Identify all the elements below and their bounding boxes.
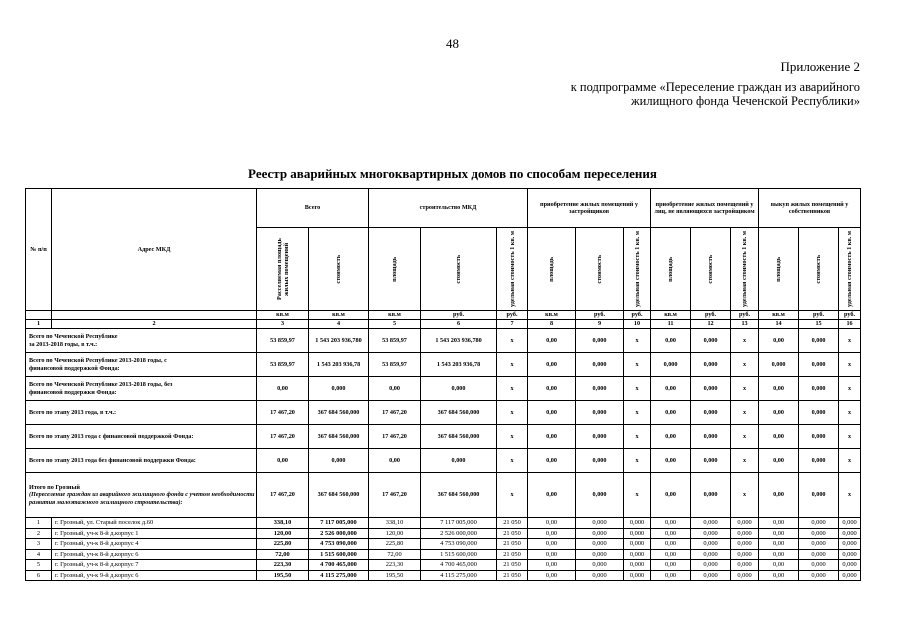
col-number: 13	[731, 320, 759, 329]
row-value-cell: 0,000	[731, 560, 759, 571]
total-value-cell: x	[497, 353, 528, 377]
units-row	[26, 311, 861, 320]
unit-cell: кв.м	[528, 311, 576, 320]
row-value-cell: 1 515 600,000	[421, 549, 497, 560]
total-value-cell: 0,00	[528, 401, 576, 425]
row-value-cell: 0,00	[651, 560, 691, 571]
total-row	[26, 449, 861, 473]
total-value-cell: x	[731, 353, 759, 377]
header-row-groups	[26, 189, 861, 228]
row-value-cell: 4 700 465,000	[309, 560, 369, 571]
total-value-cell: 0,00	[528, 449, 576, 473]
row-value-cell: 0,00	[651, 539, 691, 550]
header-group-construction: строительство МКД	[369, 189, 528, 228]
header-group-buyout: выкуп жилых помещений у собственников	[759, 189, 861, 228]
row-number: 3	[26, 539, 52, 550]
total-value-cell: 0,00	[651, 473, 691, 518]
total-value-cell: 0,000	[691, 449, 731, 473]
total-value-cell: 1 543 203 936,78	[309, 353, 369, 377]
total-value-cell: x	[839, 425, 861, 449]
total-value-cell: 0,000	[691, 473, 731, 518]
row-value-cell: 0,00	[528, 549, 576, 560]
header-sub-area: площадь	[528, 228, 576, 311]
col-number: 11	[651, 320, 691, 329]
table-row	[26, 528, 861, 539]
total-value-cell: x	[624, 473, 651, 518]
row-value-cell: 21 050	[497, 549, 528, 560]
row-value-cell: 0,00	[528, 528, 576, 539]
total-value-cell: 0,000	[691, 425, 731, 449]
appendix-line-2: к подпрограмме «Переселение граждан из аварийного	[570, 80, 860, 94]
row-value-cell: 0,00	[528, 518, 576, 529]
row-value-cell: 0,00	[528, 539, 576, 550]
row-address: г. Грозный, уч-к 8-й д.корпус 4	[52, 539, 257, 550]
total-value-cell: 0,000	[799, 329, 839, 353]
column-number-row	[26, 320, 861, 329]
total-value-cell: x	[839, 353, 861, 377]
total-label-line: Всего по Чеченской Республике	[29, 333, 118, 340]
row-value-cell: 0,000	[731, 549, 759, 560]
col-number: 15	[799, 320, 839, 329]
col-number: 3	[257, 320, 309, 329]
total-value-cell: 17 467,20	[257, 473, 309, 518]
total-value-cell: 1 543 203 936,780	[421, 329, 497, 353]
col-number: 10	[624, 320, 651, 329]
row-value-cell: 0,00	[651, 518, 691, 529]
total-value-cell: x	[731, 401, 759, 425]
row-value-cell: 0,00	[651, 570, 691, 581]
col-number: 12	[691, 320, 731, 329]
header-sub-area: площадь	[651, 228, 691, 311]
col-number: 2	[52, 320, 257, 329]
total-value-cell: x	[624, 377, 651, 401]
row-value-cell: 0,000	[839, 518, 861, 529]
total-value-cell: 0,000	[576, 353, 624, 377]
row-value-cell: 195,50	[369, 570, 421, 581]
header-sub-unit-cost: удельная стоимость 1 кв. м	[497, 228, 528, 311]
total-value-cell: 17 467,20	[369, 473, 421, 518]
total-value-cell: x	[731, 449, 759, 473]
row-value-cell: 21 050	[497, 518, 528, 529]
appendix-line-3: жилищного фонда Чеченской Республики»	[631, 94, 860, 108]
unit-cell: руб.	[624, 311, 651, 320]
row-value-cell: 0,00	[759, 570, 799, 581]
total-value-cell: 0,000	[799, 353, 839, 377]
row-value-cell: 4 753 090,000	[421, 539, 497, 550]
total-value-cell: x	[497, 425, 528, 449]
row-value-cell: 0,000	[799, 528, 839, 539]
total-value-cell: x	[839, 449, 861, 473]
page-number: 48	[446, 36, 459, 51]
row-value-cell: 0,000	[624, 560, 651, 571]
row-value-cell: 1 515 600,000	[309, 549, 369, 560]
total-value-cell: x	[497, 377, 528, 401]
row-value-cell: 2 526 000,000	[421, 528, 497, 539]
total-value-cell: 0,00	[257, 377, 309, 401]
total-value-cell: 53 859,97	[369, 329, 421, 353]
total-value-cell: 0,000	[799, 401, 839, 425]
total-value-cell: 0,000	[799, 473, 839, 518]
table-row	[26, 549, 861, 560]
appendix-title: Приложение 2	[780, 59, 860, 74]
total-value-cell: 0,00	[257, 449, 309, 473]
col-number: 9	[576, 320, 624, 329]
row-value-cell: 0,000	[731, 539, 759, 550]
row-value-cell: 225,80	[369, 539, 421, 550]
total-value-cell: 367 684 560,000	[421, 401, 497, 425]
total-value-cell: x	[839, 473, 861, 518]
total-value-cell: 53 859,97	[257, 353, 309, 377]
total-label-line: Всего по этапу 2013 года без финансовой поддержки Фонда:	[29, 456, 196, 464]
row-value-cell: 0,00	[651, 528, 691, 539]
col-number: 14	[759, 320, 799, 329]
total-row-label	[26, 329, 257, 353]
total-value-cell: 0,00	[528, 377, 576, 401]
header-sub-cost: стоимость	[799, 228, 839, 311]
total-value-cell: 0,00	[528, 425, 576, 449]
row-number: 4	[26, 549, 52, 560]
col-number: 1	[26, 320, 52, 329]
total-value-cell: 1 543 203 936,780	[309, 329, 369, 353]
total-value-cell: x	[497, 401, 528, 425]
row-value-cell: 0,000	[839, 570, 861, 581]
total-value-cell: 0,000	[576, 329, 624, 353]
row-number: 1	[26, 518, 52, 529]
total-value-cell: 0,000	[651, 353, 691, 377]
total-row	[26, 377, 861, 401]
table-body	[26, 329, 861, 581]
total-value-cell: x	[731, 473, 759, 518]
row-value-cell: 0,000	[576, 549, 624, 560]
row-value-cell: 223,30	[257, 560, 309, 571]
row-value-cell: 21 050	[497, 539, 528, 550]
total-row-label	[26, 377, 257, 401]
total-label-line: Всего по Чеченской Республике 2013-2018 годы, без	[29, 381, 173, 388]
total-value-cell: 17 467,20	[369, 401, 421, 425]
row-address: г. Грозный, уч-к 8-й д.корпус 7	[52, 560, 257, 571]
grozny-total-title: Итого по Грозный	[29, 483, 80, 491]
table-row	[26, 570, 861, 581]
total-value-cell: 0,000	[576, 449, 624, 473]
header-group-non-developer: приобретение жилых помещений у лиц, не являющихся застройщиком	[651, 189, 759, 228]
header-sub-unit-cost: удельная стоимость 1 кв. м	[731, 228, 759, 311]
total-row	[26, 353, 861, 377]
header-sub-area-settled: Расселяемая площадь жилых помещений	[257, 228, 309, 311]
total-label-line: Всего по этапу 2013 года, в т.ч.:	[29, 408, 117, 416]
unit-cell: руб.	[731, 311, 759, 320]
total-label-line: финансовой поддержкой Фонда:	[29, 364, 120, 372]
total-row-label	[26, 425, 257, 449]
total-value-cell: 0,000	[309, 449, 369, 473]
total-value-cell: 0,000	[421, 449, 497, 473]
total-value-cell: x	[624, 353, 651, 377]
col-number: 8	[528, 320, 576, 329]
row-value-cell: 0,000	[624, 570, 651, 581]
total-row	[26, 329, 861, 353]
total-value-cell: 0,00	[759, 377, 799, 401]
total-value-cell: x	[497, 449, 528, 473]
total-value-cell: 17 467,20	[257, 425, 309, 449]
total-value-cell: 0,00	[651, 377, 691, 401]
total-value-cell: x	[497, 329, 528, 353]
col-number: 5	[369, 320, 421, 329]
grozny-total-row	[26, 473, 861, 518]
row-value-cell: 0,000	[576, 539, 624, 550]
row-value-cell: 0,000	[691, 570, 731, 581]
unit-cell: кв.м	[651, 311, 691, 320]
header-sub-unit-cost: удельная стоимость 1 кв. м	[624, 228, 651, 311]
row-value-cell: 338,10	[369, 518, 421, 529]
row-value-cell: 0,000	[799, 539, 839, 550]
unit-cell: руб.	[497, 311, 528, 320]
total-value-cell: x	[731, 329, 759, 353]
row-value-cell: 4 115 275,000	[309, 570, 369, 581]
row-value-cell: 0,000	[624, 539, 651, 550]
row-value-cell: 21 050	[497, 528, 528, 539]
row-value-cell: 0,00	[759, 528, 799, 539]
col-number: 4	[309, 320, 369, 329]
unit-cell: руб.	[691, 311, 731, 320]
total-value-cell: 0,000	[576, 377, 624, 401]
table-row	[26, 560, 861, 571]
header-sub-area: площадь	[759, 228, 799, 311]
row-value-cell: 2 526 000,000	[309, 528, 369, 539]
row-number: 2	[26, 528, 52, 539]
total-value-cell: 0,00	[528, 353, 576, 377]
row-address: г. Грозный, уч-к 8-й д.корпус 6	[52, 549, 257, 560]
row-value-cell: 0,000	[576, 560, 624, 571]
row-value-cell: 0,000	[624, 528, 651, 539]
row-value-cell: 120,00	[369, 528, 421, 539]
total-value-cell: 367 684 560,000	[421, 425, 497, 449]
total-value-cell: x	[624, 449, 651, 473]
total-value-cell: 0,00	[651, 401, 691, 425]
row-value-cell: 0,000	[799, 549, 839, 560]
total-value-cell: 0,000	[309, 377, 369, 401]
total-value-cell: x	[624, 329, 651, 353]
header-address: Адрес МКД	[52, 189, 257, 311]
registry-table	[25, 188, 861, 581]
row-value-cell: 0,000	[691, 518, 731, 529]
row-value-cell: 0,00	[759, 539, 799, 550]
table-row	[26, 518, 861, 529]
row-number: 6	[26, 570, 52, 581]
header-sub-area: площадь	[369, 228, 421, 311]
row-value-cell: 72,00	[369, 549, 421, 560]
row-address: г. Грозный, уч-к 8-й д.корпус 1	[52, 528, 257, 539]
total-value-cell: 367 684 560,000	[309, 401, 369, 425]
col-number: 7	[497, 320, 528, 329]
total-value-cell: 0,000	[691, 377, 731, 401]
row-value-cell: 0,000	[839, 528, 861, 539]
total-row-label	[26, 449, 257, 473]
header-num: № п/п	[26, 189, 52, 311]
row-value-cell: 225,80	[257, 539, 309, 550]
row-value-cell: 0,000	[839, 539, 861, 550]
unit-cell: руб.	[799, 311, 839, 320]
total-value-cell: 0,000	[759, 353, 799, 377]
total-row-label	[26, 401, 257, 425]
header-group-total: Всего	[257, 189, 369, 228]
unit-cell: руб.	[576, 311, 624, 320]
total-value-cell: 0,000	[576, 473, 624, 518]
total-label-line: финансовой поддержки Фонда:	[29, 388, 117, 396]
document-title: Реестр аварийных многоквартирных домов по способам переселения	[248, 166, 657, 181]
row-value-cell: 7 117 005,000	[421, 518, 497, 529]
row-value-cell: 338,10	[257, 518, 309, 529]
total-value-cell: 0,00	[759, 473, 799, 518]
unit-cell: кв.м	[309, 311, 369, 320]
total-value-cell: 0,000	[691, 401, 731, 425]
row-value-cell: 21 050	[497, 570, 528, 581]
row-value-cell: 0,000	[839, 549, 861, 560]
header-sub-cost: стоимость	[691, 228, 731, 311]
grozny-total-subtitle: (Переселение граждан из аварийного жилищного фонда с учетом необходимости развития малоэтажного жилищного строительства):	[29, 491, 255, 506]
row-value-cell: 0,000	[731, 528, 759, 539]
row-value-cell: 0,000	[799, 570, 839, 581]
row-value-cell: 4 700 465,000	[421, 560, 497, 571]
total-value-cell: 0,00	[651, 329, 691, 353]
row-value-cell: 0,000	[576, 528, 624, 539]
total-value-cell: 17 467,20	[257, 401, 309, 425]
row-value-cell: 195,50	[257, 570, 309, 581]
row-value-cell: 0,00	[759, 549, 799, 560]
total-value-cell: x	[731, 425, 759, 449]
total-value-cell: 0,00	[651, 425, 691, 449]
unit-cell: руб.	[421, 311, 497, 320]
row-value-cell: 0,000	[691, 549, 731, 560]
total-value-cell: 0,000	[576, 401, 624, 425]
total-row	[26, 425, 861, 449]
row-value-cell: 0,00	[759, 560, 799, 571]
total-value-cell: 0,00	[759, 425, 799, 449]
row-value-cell: 0,00	[759, 518, 799, 529]
total-value-cell: 0,00	[369, 377, 421, 401]
row-value-cell: 0,000	[691, 528, 731, 539]
row-value-cell: 0,000	[799, 560, 839, 571]
appendix-header	[571, 60, 860, 108]
total-value-cell: 0,000	[799, 425, 839, 449]
total-value-cell: 0,00	[759, 401, 799, 425]
total-value-cell: x	[731, 377, 759, 401]
header-sub-unit-cost: удельная стоимость 1 кв. м	[839, 228, 861, 311]
total-value-cell: x	[839, 377, 861, 401]
unit-cell: кв.м	[759, 311, 799, 320]
header-sub-cost: стоимость	[421, 228, 497, 311]
row-value-cell: 223,30	[369, 560, 421, 571]
total-value-cell: x	[839, 401, 861, 425]
total-value-cell: 0,00	[528, 329, 576, 353]
total-label-line: Всего по этапу 2013 года с финансовой поддержкой Фонда:	[29, 432, 194, 440]
total-value-cell: 0,000	[799, 377, 839, 401]
row-number: 5	[26, 560, 52, 571]
total-value-cell: x	[839, 329, 861, 353]
row-value-cell: 0,000	[839, 560, 861, 571]
unit-cell: кв.м	[257, 311, 309, 320]
row-value-cell: 0,000	[731, 570, 759, 581]
unit-cell: руб.	[839, 311, 861, 320]
row-value-cell: 0,000	[624, 549, 651, 560]
row-address: г. Грозный, уч-к 9-й д.корпус 6	[52, 570, 257, 581]
total-value-cell: 0,00	[759, 329, 799, 353]
row-value-cell: 4 115 275,000	[421, 570, 497, 581]
total-label-line: за 2013-2018 годы, в т.ч.:	[29, 340, 98, 348]
total-value-cell: 0,00	[651, 449, 691, 473]
row-value-cell: 0,00	[528, 570, 576, 581]
row-value-cell: 4 753 090,000	[309, 539, 369, 550]
total-value-cell: x	[497, 473, 528, 518]
col-number: 16	[839, 320, 861, 329]
total-row-label	[26, 353, 257, 377]
row-value-cell: 0,000	[624, 518, 651, 529]
header-sub-cost: стоимость	[576, 228, 624, 311]
total-value-cell: 367 684 560,000	[421, 473, 497, 518]
header-sub-cost: стоимость	[309, 228, 369, 311]
total-value-cell: 0,000	[691, 353, 731, 377]
row-value-cell: 7 117 005,000	[309, 518, 369, 529]
col-number: 6	[421, 320, 497, 329]
total-value-cell: 0,00	[528, 473, 576, 518]
total-value-cell: 0,00	[369, 449, 421, 473]
total-value-cell: 367 684 560,000	[309, 425, 369, 449]
table-row	[26, 539, 861, 550]
total-value-cell: 1 543 203 936,78	[421, 353, 497, 377]
total-value-cell: 17 467,20	[369, 425, 421, 449]
total-value-cell: 0,00	[759, 449, 799, 473]
row-address: г. Грозный, ул. Старый поселок д.60	[52, 518, 257, 529]
row-value-cell: 0,00	[528, 560, 576, 571]
row-value-cell: 21 050	[497, 560, 528, 571]
row-value-cell: 0,000	[799, 518, 839, 529]
total-value-cell: 0,000	[691, 329, 731, 353]
total-value-cell: 367 684 560,000	[309, 473, 369, 518]
row-value-cell: 120,00	[257, 528, 309, 539]
row-value-cell: 0,000	[691, 560, 731, 571]
row-value-cell: 0,000	[691, 539, 731, 550]
total-value-cell: 53 859,97	[257, 329, 309, 353]
total-value-cell: x	[624, 425, 651, 449]
total-value-cell: 0,000	[421, 377, 497, 401]
total-row	[26, 401, 861, 425]
row-value-cell: 0,00	[651, 549, 691, 560]
row-value-cell: 0,000	[731, 518, 759, 529]
row-value-cell: 0,000	[576, 518, 624, 529]
total-value-cell: x	[624, 401, 651, 425]
unit-cell: кв.м	[369, 311, 421, 320]
total-value-cell: 0,000	[799, 449, 839, 473]
grozny-total-label	[26, 473, 257, 518]
row-value-cell: 0,000	[576, 570, 624, 581]
row-value-cell: 72,00	[257, 549, 309, 560]
total-value-cell: 53 859,97	[369, 353, 421, 377]
total-value-cell: 0,000	[576, 425, 624, 449]
total-label-line: Всего по Чеченской Республике 2013-2018 годы, с	[29, 357, 167, 364]
header-group-developer: приобретение жилых помещений у застройщиков	[528, 189, 651, 228]
